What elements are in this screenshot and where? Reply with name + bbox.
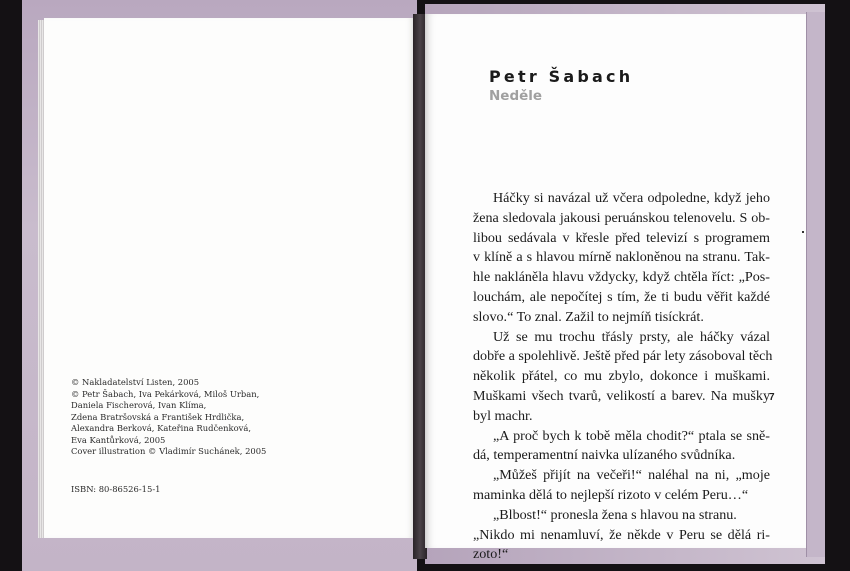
text-line: několik přátel, co mu zbylo, dokonce i muškami. — [473, 368, 770, 385]
text-line: Muškami všech tvarů, velikostí a barev. Na mušky — [473, 387, 770, 404]
imprint-line: © Nakladatelství Listen, 2005 — [71, 377, 200, 387]
text-line: „A proč bych k tobě měla chodit?“ ptala se sně- — [493, 427, 770, 444]
text-line: Už se mu trochu třásly prsty, ale háčky vázal — [493, 328, 770, 345]
left-page — [44, 18, 415, 538]
imprint-line: Zdena Bratršovská a František Hrdlička, — [71, 411, 245, 422]
imprint-line: Cover illustration © Vladimír Suchánek, 2005 — [71, 446, 267, 456]
text-line: „Nikdo mi nenamluví, že někde v Peru se dělá ri- — [473, 526, 770, 543]
text-line: maminka dělá to nejlepší rizoto v celém Peru…“ — [473, 486, 749, 503]
page-number: 7 — [769, 392, 775, 403]
text-line: hle nakláněla hlavu vždycky, když chtěla říct: „Pos- — [473, 269, 770, 286]
imprint-line: Daniela Fischerová, Ivan Klíma, — [71, 400, 207, 410]
text-line: „Můžeš přijít na večeři!“ naléhal na ni, „moje — [493, 467, 770, 484]
story-title: Neděle — [489, 88, 543, 104]
author-name: Petr Šabach — [489, 67, 634, 86]
text-line: dobře a spolehlivě. Ještě před pár lety zásoboval těch — [473, 348, 773, 365]
text-line: Háčky si navázal už včera odpoledne, když jeho — [493, 190, 770, 206]
text-line: libou sedávala v křesle před televizí s programem — [473, 229, 770, 246]
text-line: slovo.“ To znal. Zažil to nejmíň tisíckrát. — [473, 308, 704, 325]
copyright-imprint — [71, 377, 331, 458]
story-body — [473, 189, 773, 565]
ink-speck — [802, 231, 804, 233]
imprint-line: Alexandra Berková, Kateřina Rudčenková, — [71, 423, 252, 433]
text-line: louchám, ale nepočítej s tím, že ti budu věřit každé — [473, 288, 770, 305]
text-line: „Blbost!“ pronesla žena s hlavou na stranu. — [493, 506, 737, 523]
isbn: ISBN: 80-86526-15-1 — [71, 484, 161, 494]
text-line: v klíně a s hlavou mírně nakloněnou na stranu. Tak- — [473, 249, 770, 266]
text-line: žena sledovala jakousi peruánskou telenovelu. S ob- — [473, 209, 770, 226]
text-line: byl machr. — [473, 407, 533, 424]
text-line: zoto!“ — [473, 546, 509, 563]
imprint-line: © Petr Šabach, Iva Pekárková, Miloš Urban, — [71, 388, 260, 399]
text-line: dá, temperamentní naivka ulízaného svůdníka. — [473, 447, 736, 464]
imprint-line: Eva Kantůrková, 2005 — [71, 434, 166, 445]
page-block-edge — [806, 12, 825, 557]
